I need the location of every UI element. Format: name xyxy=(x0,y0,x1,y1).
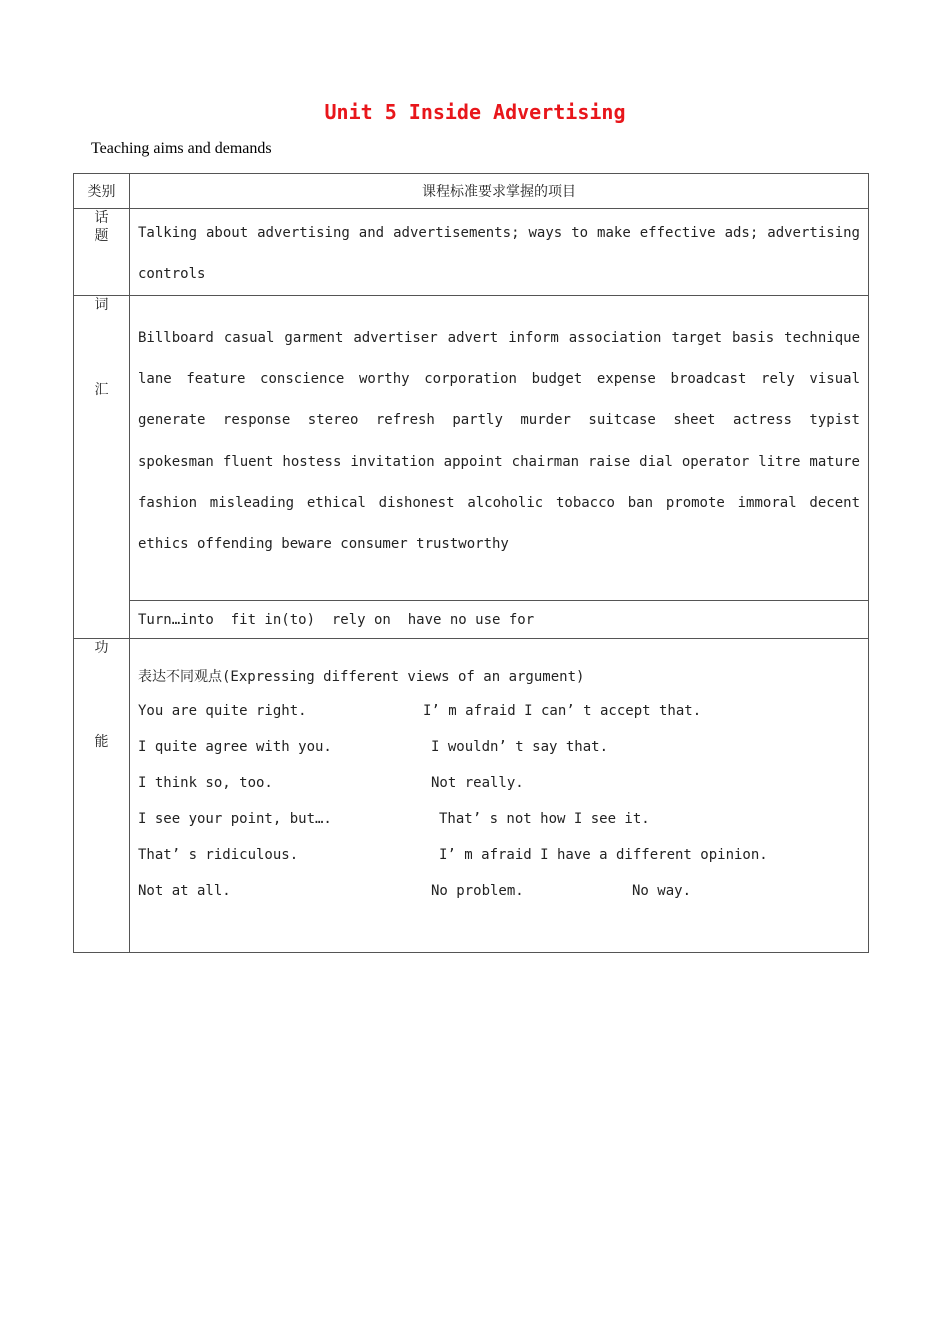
expression: No way. xyxy=(632,883,692,899)
topic-label-char-2: 题 xyxy=(94,228,109,244)
vocabulary-words: Billboard casual garment advertiser advert inform association target basis technique lane feature conscience worthy corporation budget expense broadcast rely visual generate response stereo refresh partly murder suitcase sheet actress typist spokesman fluent hostess invitation appoint chairman raise dial operator litre mature fashion misleading ethical dishonest alcoholic tobacco ban promote immoral decent ethics offending beware consumer trustworthy xyxy=(138,330,860,553)
vocabulary-label xyxy=(74,296,130,639)
teaching-aims-table xyxy=(73,173,869,953)
subtitle: Teaching aims and demands xyxy=(91,140,272,157)
expression: I’ m afraid I have a different opinion. xyxy=(439,847,768,863)
function-row-3 xyxy=(130,773,868,809)
function-heading: 表达不同观点(Expressing different views of an argument) xyxy=(138,669,585,685)
topic-label-char-1: 话 xyxy=(94,210,109,226)
vocabulary-words-cell xyxy=(130,296,869,601)
expression: That’ s not how I see it. xyxy=(439,811,650,827)
expression: You are quite right. xyxy=(138,703,307,719)
function-label-char-2: 能 xyxy=(94,734,109,750)
topic-row xyxy=(74,209,869,296)
vocabulary-label-char-2: 汇 xyxy=(94,382,109,398)
expression: I wouldn’ t say that. xyxy=(431,739,609,755)
vocabulary-row xyxy=(74,296,869,601)
function-label xyxy=(74,639,130,953)
function-row-6 xyxy=(130,881,868,917)
expression: I quite agree with you. xyxy=(138,739,332,755)
page-title: Unit 5 Inside Advertising xyxy=(324,100,626,124)
expression: I’ m afraid I can’ t accept that. xyxy=(423,703,702,719)
function-row xyxy=(74,639,869,953)
function-label-char-1: 功 xyxy=(94,640,109,656)
phrases-cell xyxy=(130,601,869,639)
expression: I think so, too. xyxy=(138,775,273,791)
vocabulary-label-char-1: 词 xyxy=(94,297,109,313)
header-category: 类别 xyxy=(74,174,130,209)
topic-content xyxy=(130,209,869,296)
topic-label xyxy=(74,209,130,296)
expression: I see your point, but…. xyxy=(138,811,332,827)
function-row-2 xyxy=(130,737,868,773)
table-header-row xyxy=(74,174,869,209)
phrases-text: Turn…into fit in(to) rely on have no use for xyxy=(138,611,535,628)
function-row-4 xyxy=(130,809,868,845)
function-content xyxy=(130,639,869,953)
function-row-5 xyxy=(130,845,868,881)
function-row-1 xyxy=(130,701,868,737)
expression: Not at all. xyxy=(138,883,231,899)
phrases-row xyxy=(74,601,869,639)
expression: No problem. xyxy=(431,883,524,899)
expression: Not really. xyxy=(431,775,524,791)
topic-text: Talking about advertising and advertisements; ways to make effective ads; advertising controls xyxy=(138,225,860,282)
expression: That’ s ridiculous. xyxy=(138,847,299,863)
header-items: 课程标准要求掌握的项目 xyxy=(130,174,869,209)
